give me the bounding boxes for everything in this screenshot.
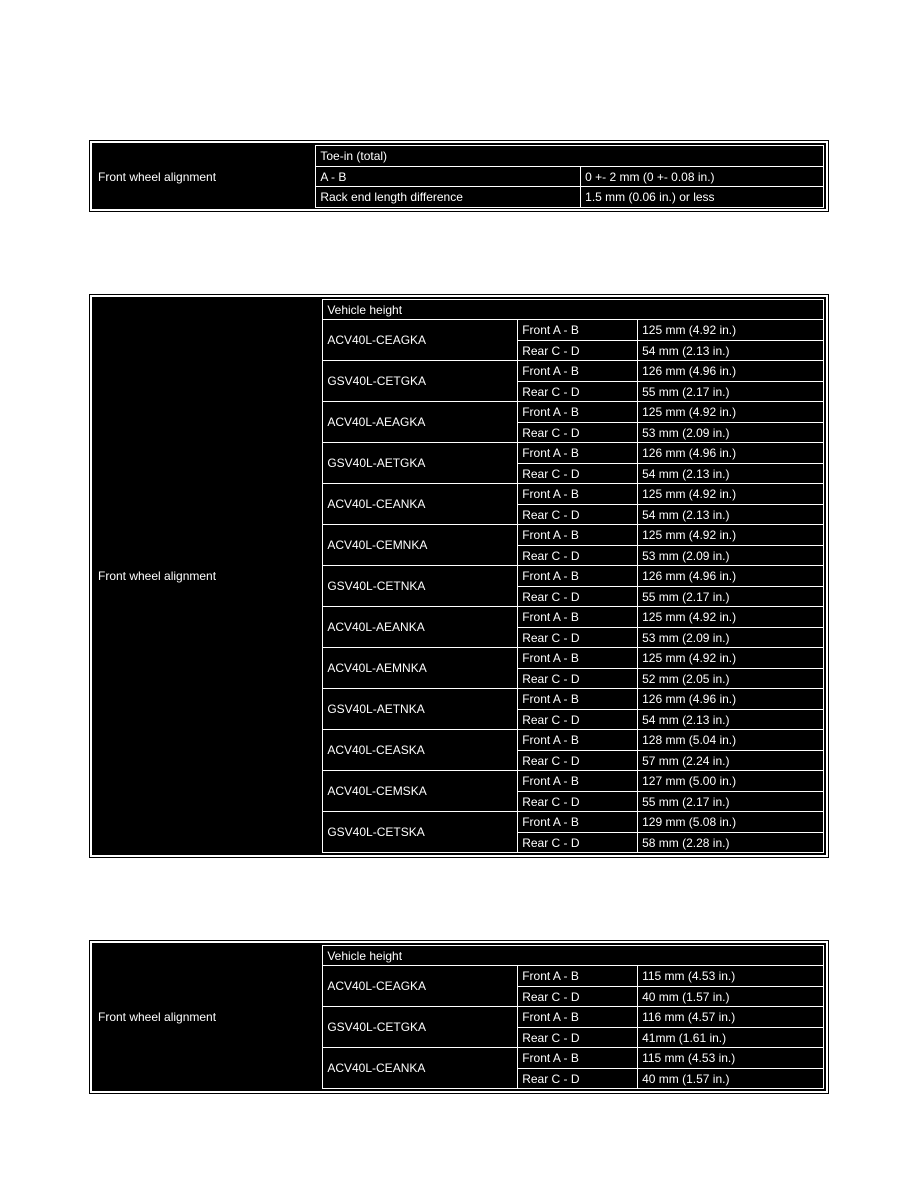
front-label: Front A - B (518, 771, 638, 792)
vehicle-height-table-2 (89, 940, 829, 1094)
front-label: Front A - B (518, 443, 638, 464)
front-value: 126 mm (4.96 in.) (638, 361, 824, 382)
front-value: 126 mm (4.96 in.) (638, 443, 824, 464)
front-label: Front A - B (518, 607, 638, 628)
table-header: Vehicle height (323, 946, 824, 966)
section-label: Front wheel alignment (94, 146, 316, 208)
front-label: Front A - B (518, 812, 638, 833)
front-label: Front A - B (518, 648, 638, 669)
rear-value: 57 mm (2.24 in.) (638, 751, 824, 771)
front-value: 116 mm (4.57 in.) (638, 1007, 824, 1028)
front-label: Front A - B (518, 730, 638, 751)
model-code: ACV40L-CEAGKA (323, 966, 518, 1007)
rear-label: Rear C - D (518, 341, 638, 361)
spec-name: A - B (316, 167, 581, 187)
model-code: ACV40L-CEMSKA (323, 771, 518, 812)
rear-value: 53 mm (2.09 in.) (638, 628, 824, 648)
rear-label: Rear C - D (518, 423, 638, 443)
model-code: ACV40L-CEMNKA (323, 525, 518, 566)
section-label: Front wheel alignment (94, 946, 323, 1089)
front-value: 126 mm (4.96 in.) (638, 689, 824, 710)
rear-value: 40 mm (1.57 in.) (638, 1069, 824, 1089)
spec-name: Rack end length difference (316, 187, 581, 208)
rear-label: Rear C - D (518, 751, 638, 771)
rear-value: 40 mm (1.57 in.) (638, 987, 824, 1007)
front-value: 125 mm (4.92 in.) (638, 484, 824, 505)
spec-value: 1.5 mm (0.06 in.) or less (581, 187, 824, 208)
model-code: ACV40L-AEAGKA (323, 402, 518, 443)
spec-value: 0 +- 2 mm (0 +- 0.08 in.) (581, 167, 824, 187)
toe-in-spec-table (89, 140, 829, 212)
model-code: GSV40L-AETGKA (323, 443, 518, 484)
rear-value: 52 mm (2.05 in.) (638, 669, 824, 689)
model-code: GSV40L-CETNKA (323, 566, 518, 607)
front-value: 125 mm (4.92 in.) (638, 607, 824, 628)
rear-label: Rear C - D (518, 464, 638, 484)
front-value: 115 mm (4.53 in.) (638, 1048, 824, 1069)
rear-label: Rear C - D (518, 987, 638, 1007)
front-label: Front A - B (518, 1048, 638, 1069)
front-label: Front A - B (518, 966, 638, 987)
model-code: GSV40L-CETGKA (323, 361, 518, 402)
rear-label: Rear C - D (518, 546, 638, 566)
front-value: 125 mm (4.92 in.) (638, 525, 824, 546)
front-label: Front A - B (518, 1007, 638, 1028)
section-label: Front wheel alignment (94, 300, 323, 853)
rear-value: 55 mm (2.17 in.) (638, 792, 824, 812)
rear-value: 53 mm (2.09 in.) (638, 546, 824, 566)
rear-label: Rear C - D (518, 833, 638, 853)
rear-label: Rear C - D (518, 505, 638, 525)
rear-value: 54 mm (2.13 in.) (638, 341, 824, 361)
rear-value: 54 mm (2.13 in.) (638, 505, 824, 525)
front-label: Front A - B (518, 320, 638, 341)
model-code: ACV40L-CEANKA (323, 1048, 518, 1089)
front-label: Front A - B (518, 566, 638, 587)
rear-label: Rear C - D (518, 1069, 638, 1089)
rear-value: 41mm (1.61 in.) (638, 1028, 824, 1048)
front-value: 128 mm (5.04 in.) (638, 730, 824, 751)
rear-value: 55 mm (2.17 in.) (638, 382, 824, 402)
rear-label: Rear C - D (518, 669, 638, 689)
rear-label: Rear C - D (518, 792, 638, 812)
model-code: ACV40L-AEANKA (323, 607, 518, 648)
front-label: Front A - B (518, 484, 638, 505)
rear-value: 54 mm (2.13 in.) (638, 710, 824, 730)
front-value: 125 mm (4.92 in.) (638, 402, 824, 423)
front-value: 129 mm (5.08 in.) (638, 812, 824, 833)
rear-value: 55 mm (2.17 in.) (638, 587, 824, 607)
front-value: 125 mm (4.92 in.) (638, 648, 824, 669)
rear-label: Rear C - D (518, 382, 638, 402)
rear-value: 54 mm (2.13 in.) (638, 464, 824, 484)
front-label: Front A - B (518, 689, 638, 710)
rear-label: Rear C - D (518, 628, 638, 648)
model-code: ACV40L-CEASKA (323, 730, 518, 771)
rear-label: Rear C - D (518, 710, 638, 730)
front-value: 126 mm (4.96 in.) (638, 566, 824, 587)
front-label: Front A - B (518, 402, 638, 423)
front-value: 115 mm (4.53 in.) (638, 966, 824, 987)
rear-label: Rear C - D (518, 587, 638, 607)
vehicle-height-table-1 (89, 294, 829, 858)
table-header: Vehicle height (323, 300, 824, 320)
front-label: Front A - B (518, 525, 638, 546)
model-code: GSV40L-CETGKA (323, 1007, 518, 1048)
model-code: ACV40L-CEANKA (323, 484, 518, 525)
front-label: Front A - B (518, 361, 638, 382)
model-code: GSV40L-AETNKA (323, 689, 518, 730)
model-code: ACV40L-CEAGKA (323, 320, 518, 361)
model-code: GSV40L-CETSKA (323, 812, 518, 853)
rear-value: 58 mm (2.28 in.) (638, 833, 824, 853)
front-value: 125 mm (4.92 in.) (638, 320, 824, 341)
rear-value: 53 mm (2.09 in.) (638, 423, 824, 443)
front-value: 127 mm (5.00 in.) (638, 771, 824, 792)
model-code: ACV40L-AEMNKA (323, 648, 518, 689)
table-header: Toe-in (total) (316, 146, 824, 167)
rear-label: Rear C - D (518, 1028, 638, 1048)
